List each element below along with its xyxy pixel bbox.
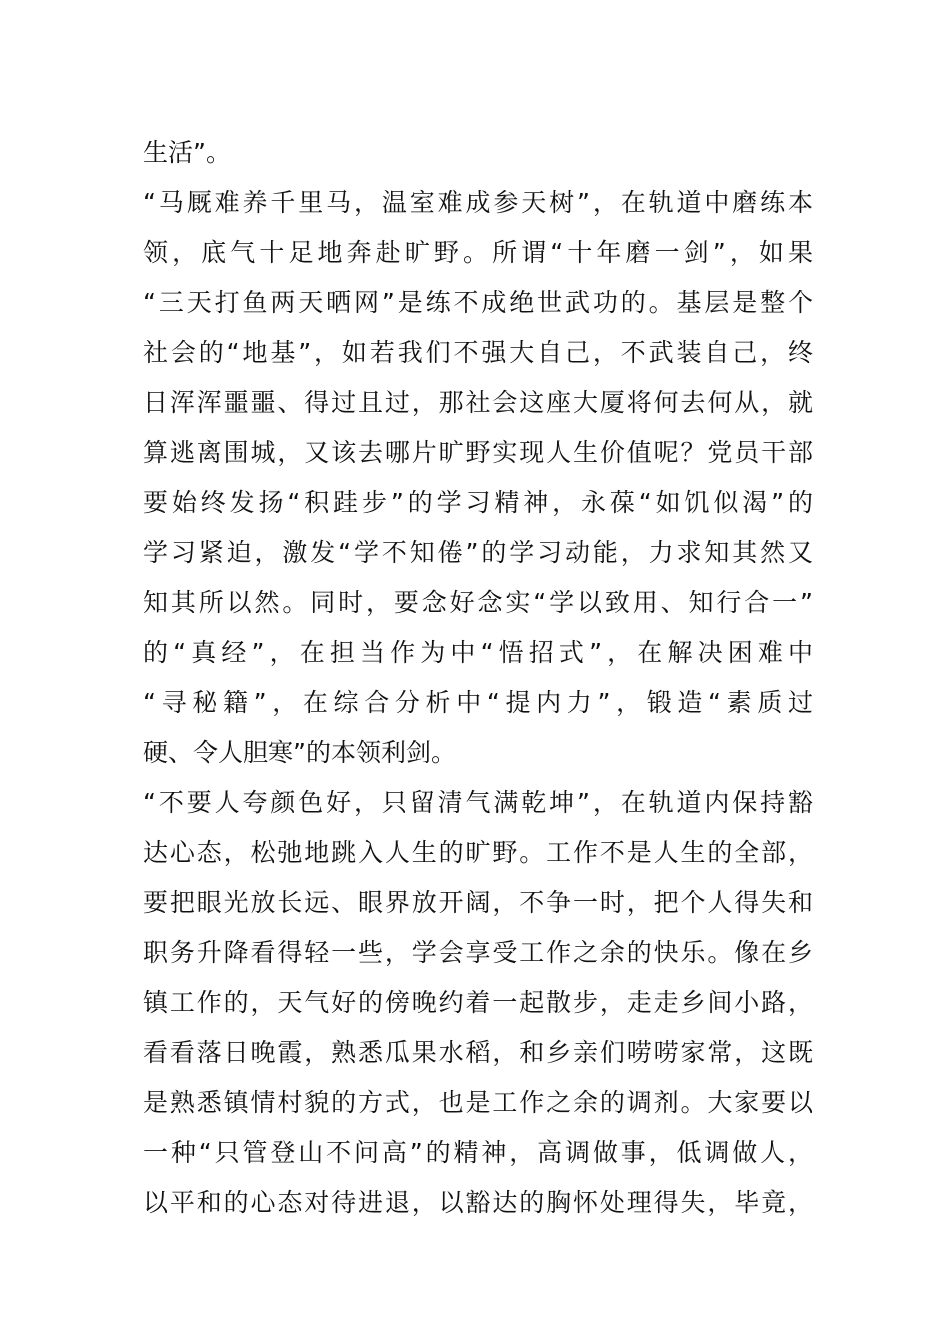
text-line: “三天打鱼两天晒网”是练不成绝世武功的。基层是整个 [143, 288, 813, 317]
text-line: 算逃离围城，又该去哪片旷野实现人生价值呢？党员干部 [143, 438, 813, 467]
body-text [143, 128, 813, 1228]
text-line: 要把眼光放长远、眼界放开阔，不争一时，把个人得失和 [143, 888, 813, 917]
text-line: 要始终发扬“积跬步”的学习精神，永葆“如饥似渴”的 [143, 488, 813, 517]
text-line: “不要人夸颜色好，只留清气满乾坤”，在轨道内保持豁 [143, 788, 813, 817]
text-line: 看看落日晚霞，熟悉瓜果水稻，和乡亲们唠唠家常，这既 [143, 1038, 813, 1067]
text-line: 知其所以然。同时，要念好念实“学以致用、知行合一” [143, 588, 813, 617]
text-line: 学习紧迫，激发“学不知倦”的学习动能，力求知其然又 [143, 538, 813, 567]
text-line: 一种“只管登山不问高”的精神，高调做事，低调做人， [143, 1138, 813, 1167]
text-line: 以平和的心态对待进退，以豁达的胸怀处理得失，毕竟， [143, 1188, 813, 1217]
text-line: “马厩难养千里马，温室难成参天树”，在轨道中磨练本 [143, 188, 813, 217]
text-line: 生活”。 [143, 138, 231, 167]
text-line: 社会的“地基”，如若我们不强大自己，不武装自己，终 [143, 338, 813, 367]
text-line: “寻秘籍”，在综合分析中“提内力”，锻造“素质过 [143, 688, 813, 717]
text-line: 职务升降看得轻一些，学会享受工作之余的快乐。像在乡 [143, 938, 813, 967]
text-line: 硬、令人胆寒”的本领利剑。 [143, 738, 456, 767]
text-line: 的“真经”，在担当作为中“悟招式”，在解决困难中 [143, 638, 813, 667]
text-line: 达心态，松弛地跳入人生的旷野。工作不是人生的全部， [143, 838, 813, 867]
text-line: 领，底气十足地奔赴旷野。所谓“十年磨一剑”，如果 [143, 238, 813, 267]
text-line: 日浑浑噩噩、得过且过，那社会这座大厦将何去何从，就 [143, 388, 813, 417]
text-line: 镇工作的，天气好的傍晚约着一起散步，走走乡间小路， [143, 988, 813, 1017]
text-line: 是熟悉镇情村貌的方式，也是工作之余的调剂。大家要以 [143, 1088, 813, 1117]
